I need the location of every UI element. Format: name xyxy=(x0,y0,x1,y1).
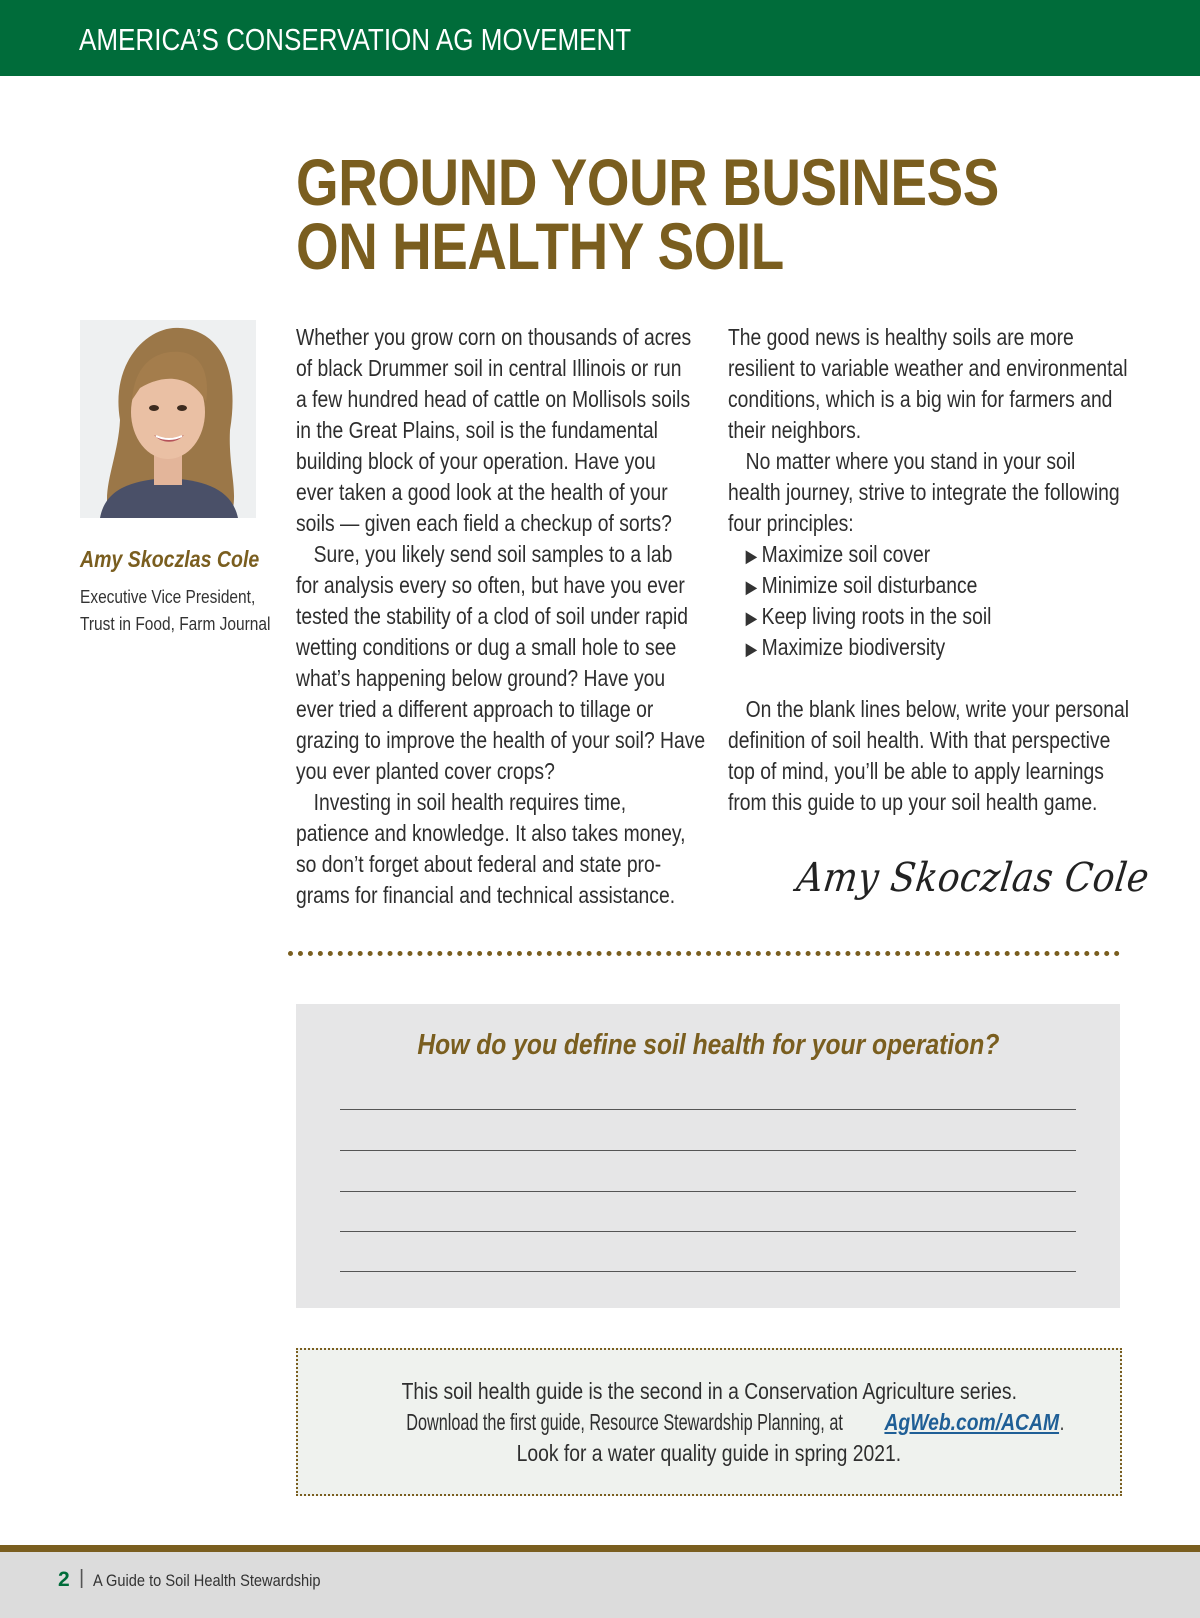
author-title xyxy=(80,584,270,638)
agweb-link[interactable]: AgWeb.com/ACAM xyxy=(884,1409,1060,1435)
author-portrait-image xyxy=(80,320,256,518)
note-text-with-link xyxy=(365,1409,1065,1436)
text-line: patience and knowledge. It also takes money, xyxy=(296,820,686,846)
principle-item xyxy=(728,601,1129,632)
principle-item xyxy=(728,570,1129,601)
principle-item xyxy=(728,632,1129,663)
text-line: No matter where you stand in your soil xyxy=(745,448,1076,474)
text-line: Whether you grow corn on thousands of acres xyxy=(296,324,692,350)
dotted-divider xyxy=(288,951,1120,956)
footer-separator: | xyxy=(79,1567,85,1589)
note-line xyxy=(298,1378,1120,1405)
publication-title: A Guide to Soil Health Stewardship xyxy=(93,1571,321,1590)
text-line: grams for financial and technical assistance. xyxy=(296,882,676,908)
text-line: a few hundred head of cattle on Mollisols soils xyxy=(296,386,691,412)
blank-line xyxy=(728,663,1129,694)
note-line xyxy=(298,1409,1120,1436)
text-line: On the blank lines below, write your personal xyxy=(745,696,1130,722)
text-line: health journey, strive to integrate the following xyxy=(728,479,1120,505)
principle-label: Minimize soil disturbance xyxy=(761,572,978,598)
text-line: from this guide to up your soil health game. xyxy=(728,789,1098,815)
page-footer xyxy=(0,1552,1200,1618)
question-prompt xyxy=(296,1029,1120,1062)
text-line: resilient to variable weather and environmental xyxy=(728,355,1128,381)
principle-label: Maximize soil cover xyxy=(761,541,931,567)
note-prefix: Download the first guide, Resource Stewardship Planning, at xyxy=(406,1409,843,1435)
question-text: How do you define soil health for your operation? xyxy=(416,1029,1000,1061)
triangle-bullet-icon: ▶ xyxy=(745,546,758,566)
note-line xyxy=(298,1440,1120,1467)
text-line: four principles: xyxy=(728,510,854,536)
question-box xyxy=(296,1004,1120,1308)
text-line: what’s happening below ground? Have you xyxy=(296,665,666,691)
text-line: in the Great Plains, soil is the fundamental xyxy=(296,417,658,443)
page-number: 2 xyxy=(58,1568,70,1591)
text-line: ever tried a different approach to tillage or xyxy=(296,696,654,722)
text-line: so don’t forget about federal and state pro- xyxy=(296,851,662,877)
write-line[interactable] xyxy=(340,1191,1076,1192)
write-line[interactable] xyxy=(340,1231,1076,1232)
text-line: of black Drummer soil in central Illinois or run xyxy=(296,355,682,381)
text-line: their neighbors. xyxy=(728,417,862,443)
text-line: you ever planted cover crops? xyxy=(296,758,555,784)
footer-rule xyxy=(0,1545,1200,1552)
article-title xyxy=(296,145,999,283)
top-banner xyxy=(0,0,1200,76)
text-line: The good news is healthy soils are more xyxy=(728,324,1074,350)
text-line: top of mind, you’ll be able to apply learnings xyxy=(728,758,1104,784)
author-title-line: Trust in Food, Farm Journal xyxy=(80,614,271,634)
text-line: grazing to improve the health of your soil? Have xyxy=(296,727,706,753)
signature: Amy Skoczlas Cole xyxy=(794,855,1152,901)
text-line: tested the stability of a clod of soil under rapid xyxy=(296,603,689,629)
text-line: definition of soil health. With that perspective xyxy=(728,727,1111,753)
write-line[interactable] xyxy=(340,1109,1076,1110)
write-line[interactable] xyxy=(340,1150,1076,1151)
text-line: conditions, which is a big win for farmers and xyxy=(728,386,1113,412)
note-text: This soil health guide is the second in a Conservation Agriculture series. xyxy=(401,1378,1017,1404)
triangle-bullet-icon: ▶ xyxy=(745,577,758,597)
article-column-2 xyxy=(728,322,1129,818)
title-line: ON HEALTHY SOIL xyxy=(296,209,784,283)
text-line: building block of your operation. Have you xyxy=(296,448,656,474)
section-header: AMERICA’S CONSERVATION AG MOVEMENT xyxy=(79,22,632,57)
text-line: ever taken a good look at the health of your xyxy=(296,479,668,505)
series-note-box xyxy=(296,1348,1122,1496)
title-line: GROUND YOUR BUSINESS xyxy=(296,145,999,219)
text-line: soils — given each field a checkup of sorts? xyxy=(296,510,672,536)
text-line: wetting conditions or dug a small hole to see xyxy=(296,634,677,660)
note-text: Look for a water quality guide in spring 2021. xyxy=(516,1440,902,1466)
principle-label: Keep living roots in the soil xyxy=(761,603,992,629)
note-suffix: . xyxy=(1059,1409,1064,1435)
triangle-bullet-icon: ▶ xyxy=(745,639,758,659)
article-column-1 xyxy=(296,322,705,911)
text-line: Sure, you likely send soil samples to a lab xyxy=(313,541,673,567)
author-name: Amy Skoczlas Cole xyxy=(80,546,260,572)
text-line: for analysis every so often, but have you ever xyxy=(296,572,685,598)
write-line[interactable] xyxy=(340,1271,1076,1272)
triangle-bullet-icon: ▶ xyxy=(745,608,758,628)
principle-item xyxy=(728,539,1129,570)
author-title-line: Executive Vice President, xyxy=(80,587,256,607)
author-photo xyxy=(80,320,256,518)
text-line: Investing in soil health requires time, xyxy=(313,789,627,815)
principle-label: Maximize biodiversity xyxy=(761,634,946,660)
